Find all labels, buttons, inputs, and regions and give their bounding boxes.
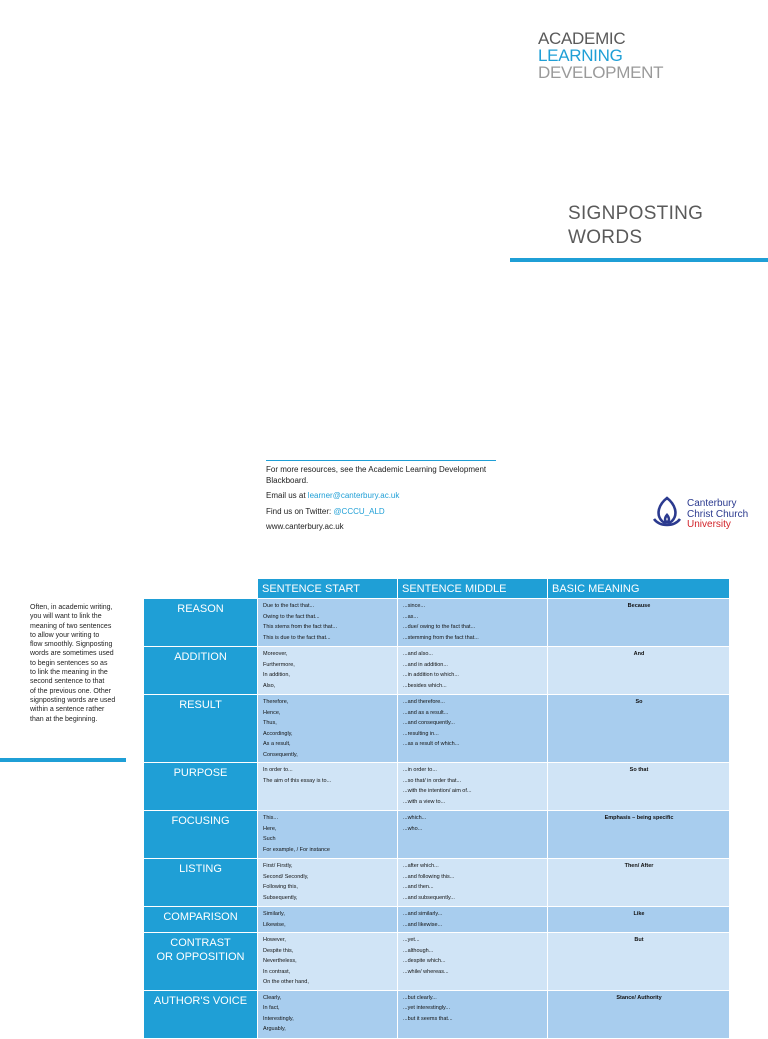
header-blank [144,579,258,599]
phrase: Such [263,836,276,842]
email-link[interactable]: learner@canterbury.ac.uk [307,491,400,500]
start-cell [258,599,398,647]
resources-line-2: Blackboard. [266,475,309,485]
table-row [144,907,730,933]
phrase: Hence, [263,709,281,716]
phrase: On the other hand, [263,979,309,985]
intro-line: to allow your writing to [30,631,100,639]
phrase: ...yet interestingly... [403,1005,450,1011]
middle-cell [398,599,548,647]
table-row [144,933,730,991]
header-sentence-middle: SENTENCE MIDDLE [398,579,548,599]
middle-cell [398,990,548,1038]
phrase: Furthermore, [263,661,295,668]
intro-line: flow smoothly. Signposting [30,641,113,649]
category-result: RESULT [144,695,258,763]
title-line-2: WORDS [568,227,643,248]
meaning-cell: So that [548,763,730,811]
meaning-cell: Like [548,907,730,933]
start-cell [258,647,398,695]
document-title [568,202,703,250]
phrase: Similarly, [263,911,285,917]
intro-line: you will want to link the [30,613,102,621]
middle-cell [398,907,548,933]
phrase: ...with a view to... [403,798,446,805]
brand-line-development: DEVELOPMENT [538,63,664,82]
intro-paragraph [30,603,122,724]
middle-cell [398,811,548,859]
category-addition: ADDITION [144,647,258,695]
phrase: Consequently, [263,751,298,758]
phrase: ...and also... [403,651,433,657]
phrase: Clearly, [263,994,282,1001]
phrase: This is due to the fact that... [263,634,331,641]
phrase: Due to the fact that... [263,603,315,609]
phrase: Owing to the fact that... [263,613,320,620]
phrase: Despite this, [263,947,294,954]
phrase: ...as a result of which... [403,741,460,747]
phrase: For example, / For instance [263,846,330,853]
table-row [144,990,730,1038]
intro-line: to link the meaning in the [30,669,108,677]
table-row [144,599,730,647]
table-row [144,811,730,859]
phrase: However, [263,937,286,943]
twitter-line [266,507,516,518]
phrase: Here, [263,825,277,832]
meaning-cell: And [548,647,730,695]
start-cell [258,811,398,859]
middle-cell [398,763,548,811]
meaning-cell: So [548,695,730,763]
start-cell [258,990,398,1038]
phrase: ...who... [403,825,423,832]
phrase: Moreover, [263,651,288,657]
phrase: ...resulting in... [403,730,439,737]
intro-line: meaning of two sentences [30,622,112,630]
category-comparison: COMPARISON [144,907,258,933]
phrase: In contrast, [263,968,291,975]
table-header-row [144,579,730,599]
phrase: ...in order to... [403,767,437,773]
phrase: ...with the intention/ aim of... [403,788,472,794]
phrase: The aim of this essay is to... [263,777,332,784]
twitter-prefix: Find us on Twitter: [266,506,334,516]
header-sentence-start: SENTENCE START [258,579,398,599]
phrase: In order to... [263,767,293,773]
intro-line: words are sometimes used [30,650,114,658]
phrase: ...despite which... [403,958,446,964]
phrase: ...since... [403,603,426,609]
phrase: ...which... [403,815,427,821]
logo-line-2: Christ Church [687,508,749,520]
contact-block [266,465,516,533]
logo-line-3: University [687,519,731,530]
meaning-cell: Emphasis – being specific [548,811,730,859]
phrase: ...yet... [403,937,420,943]
phrase: ...but clearly... [403,994,437,1001]
contact-divider [266,460,496,461]
phrase: ...but it seems that... [403,1015,453,1022]
intro-line: Often, in academic writing, [30,604,113,611]
phrase: ...and therefore... [403,699,445,705]
phrase: ...due/ owing to the fact that... [403,624,476,630]
middle-cell [398,859,548,907]
phrase: Likewise, [263,921,286,928]
category-reason: REASON [144,599,258,647]
phrase: Accordingly, [263,730,293,737]
intro-line: within a sentence rather [30,706,105,714]
meaning-cell: But [548,933,730,991]
start-cell [258,859,398,907]
intro-line: signposting words are used [30,696,116,704]
phrase: ...besides which... [403,682,447,689]
phrase: ...and as a result... [403,709,449,716]
start-cell [258,907,398,933]
table-row [144,763,730,811]
meaning-cell: Because [548,599,730,647]
trinity-knot-icon [650,495,684,529]
brand-wordmark [538,30,663,81]
phrase: Nevertheless, [263,958,297,964]
middle-cell [398,695,548,763]
table-row [144,859,730,907]
website-link[interactable]: www.canterbury.ac.uk [266,522,344,531]
category-contrast-or-opposition [144,933,258,991]
middle-cell [398,933,548,991]
table-row [144,647,730,695]
intro-line: second sentence to that [30,678,105,686]
brand-line-academic: ACADEMIC [538,29,626,48]
header-basic-meaning: BASIC MEANING [548,579,730,599]
phrase: Also, [263,682,276,689]
meaning-cell: Stance/ Authority [548,990,730,1038]
phrase: Second/ Secondly, [263,873,309,880]
phrase: ...stemming from the fact that... [403,634,479,641]
phrase: In addition, [263,672,290,678]
intro-line: to begin sentences so as [30,659,108,667]
phrase: As a result, [263,741,291,747]
twitter-link[interactable]: @CCCU_ALD [333,506,385,516]
phrase: In fact, [263,1005,280,1011]
intro-line: of the previous one. Other [30,687,111,695]
start-cell [258,933,398,991]
university-logo-text [687,499,748,531]
start-cell [258,695,398,763]
phrase: ...and subsequently... [403,894,455,901]
signposting-table [143,578,730,1039]
category-line: CONTRAST [170,937,231,949]
phrase: ...and likewise... [403,921,443,928]
phrase: ...and in addition... [403,661,448,668]
table-row [144,695,730,763]
phrase: ...and following this... [403,873,455,880]
phrase: ...after which... [403,863,439,869]
logo-line-1: Canterbury [687,498,737,509]
phrase: ...and consequently... [403,720,455,726]
phrase: Therefore, [263,699,289,705]
phrase: This stems from the fact that... [263,624,337,630]
category-listing: LISTING [144,859,258,907]
category-line: OR OPPOSITION [156,951,245,963]
category-authors-voice: AUTHOR'S VOICE [144,990,258,1038]
phrase: Thus, [263,720,277,726]
middle-cell [398,647,548,695]
brand-line-learning: LEARNING [538,46,623,65]
meaning-cell: Then/ After [548,859,730,907]
intro-divider [0,758,126,762]
phrase: This... [263,815,278,821]
phrase: ...while/ whereas... [403,968,449,975]
category-focusing: FOCUSING [144,811,258,859]
title-line-1: SIGNPOSTING [568,203,704,224]
phrase: ...and similarly... [403,911,443,917]
email-line [266,491,516,502]
phrase: ...and then... [403,884,434,890]
start-cell [258,763,398,811]
phrase: ...in addition to which... [403,672,459,678]
intro-line: than at the beginning. [30,715,98,723]
phrase: ...so that/ in order that... [403,777,462,784]
resources-line-1: For more resources, see the Academic Learning Development [266,465,487,474]
email-prefix: Email us at [266,491,308,500]
title-divider [510,258,768,262]
phrase: Subsequently, [263,894,298,901]
category-purpose: PURPOSE [144,763,258,811]
phrase: Following this, [263,884,298,890]
phrase: ...although... [403,947,434,954]
phrase: Interestingly, [263,1015,294,1022]
phrase: Arguably, [263,1026,286,1032]
phrase: First/ Firstly, [263,863,293,869]
phrase: ...as... [403,613,418,620]
